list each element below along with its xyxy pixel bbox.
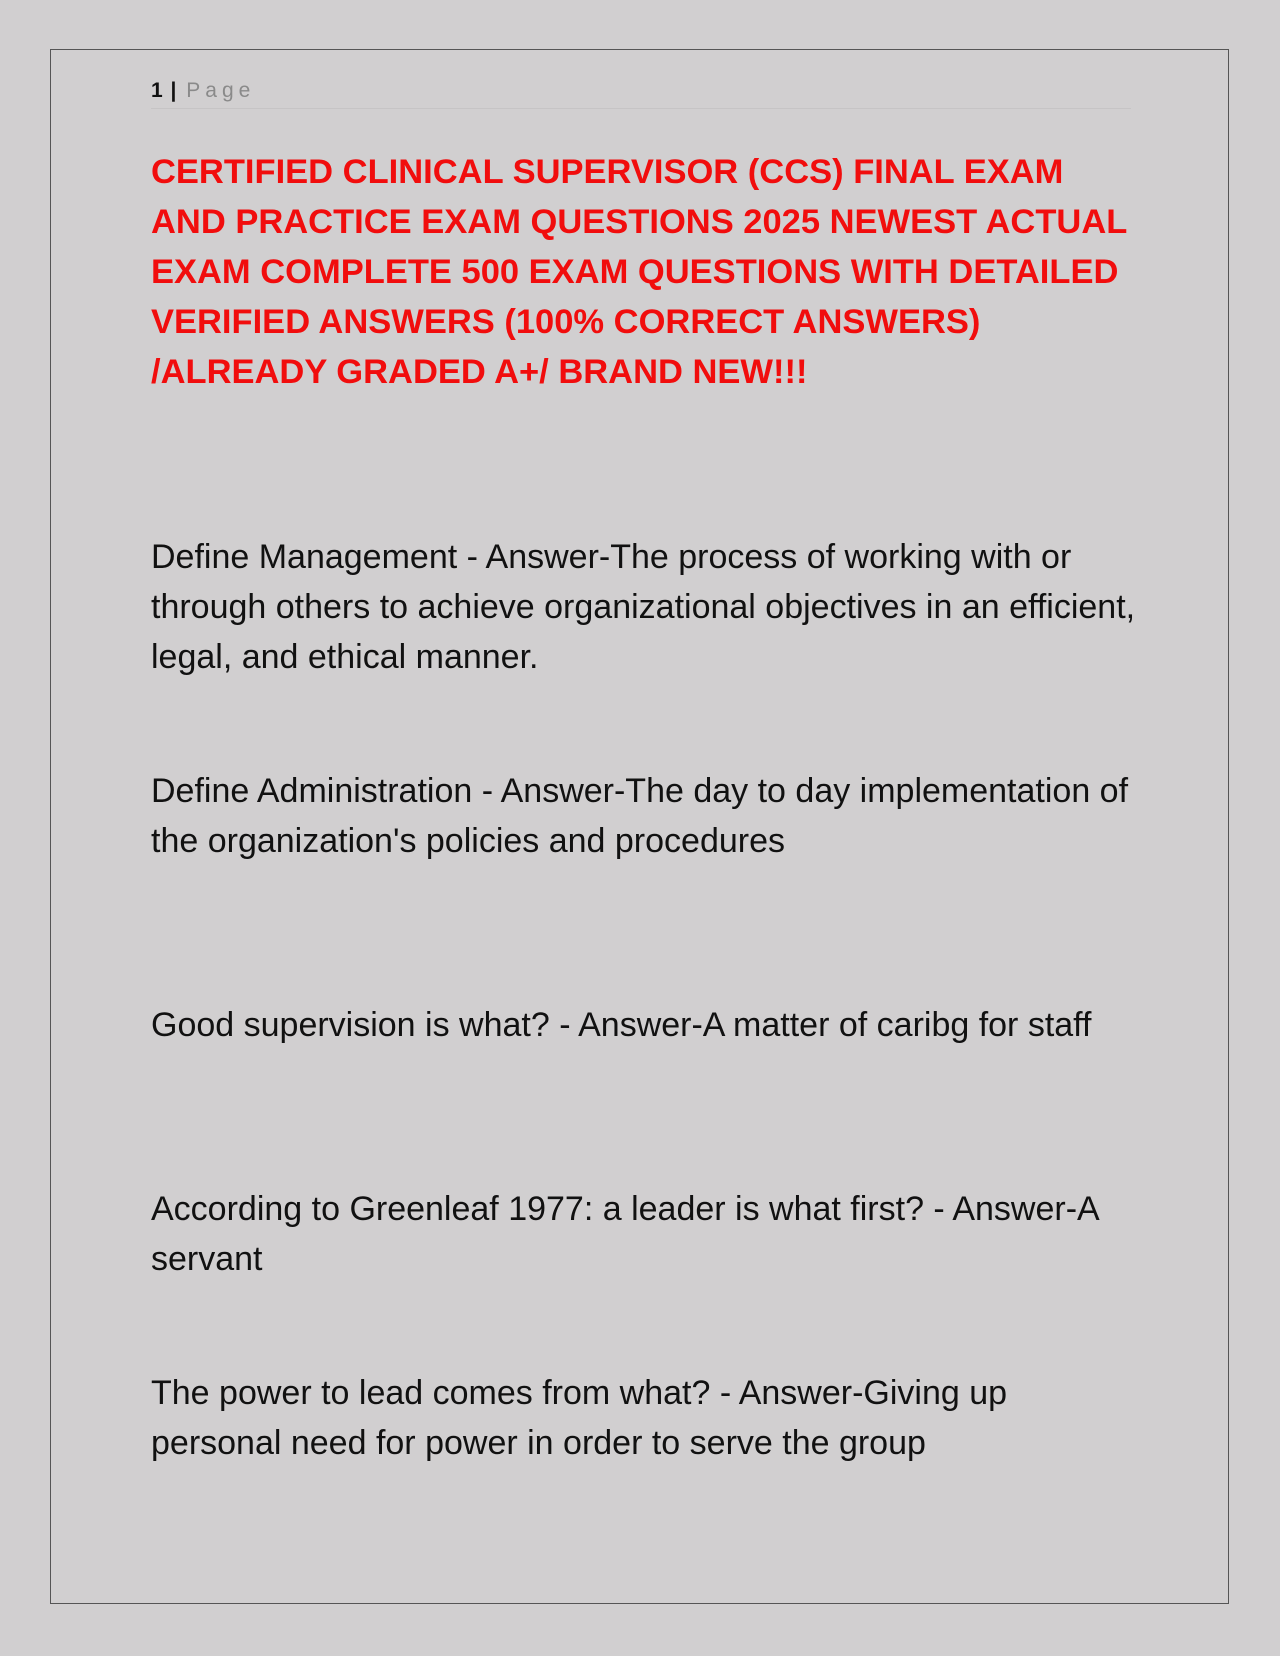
qa-item-good-supervision: Good supervision is what? - Answer-A matter of caribg for staff bbox=[151, 1006, 1092, 1044]
page-header bbox=[151, 78, 1131, 109]
page-label: Page bbox=[186, 79, 256, 102]
document-title: CERTIFIED CLINICAL SUPERVISOR (CCS) FINAL EXAM AND PRACTICE EXAM QUESTIONS 2025 NEWEST ACTUAL EXAM COMPLETE 500 EXAM QUESTIONS WITH DETAILED VERIFIED ANSWERS (100% CORRECT ANSWERS) /ALREADY GRADED A+/ BRAND NEW!!! bbox=[151, 153, 1127, 391]
qa-item-management: Define Management - Answer-The process of working with or through others to achieve organizational objectives in an efficient, legal, and ethical manner. bbox=[151, 538, 1136, 676]
page-number: 1 bbox=[151, 79, 163, 102]
qa-item-administration: Define Administration - Answer-The day to day implementation of the organization's policies and procedures bbox=[151, 772, 1129, 860]
page-separator: | bbox=[170, 79, 177, 102]
qa-item-greenleaf: According to Greenleaf 1977: a leader is what first? - Answer-A servant bbox=[151, 1190, 1098, 1278]
qa-item-power-to-lead: The power to lead comes from what? - Answer-Giving up personal need for power in order to serve the group bbox=[151, 1374, 1008, 1462]
